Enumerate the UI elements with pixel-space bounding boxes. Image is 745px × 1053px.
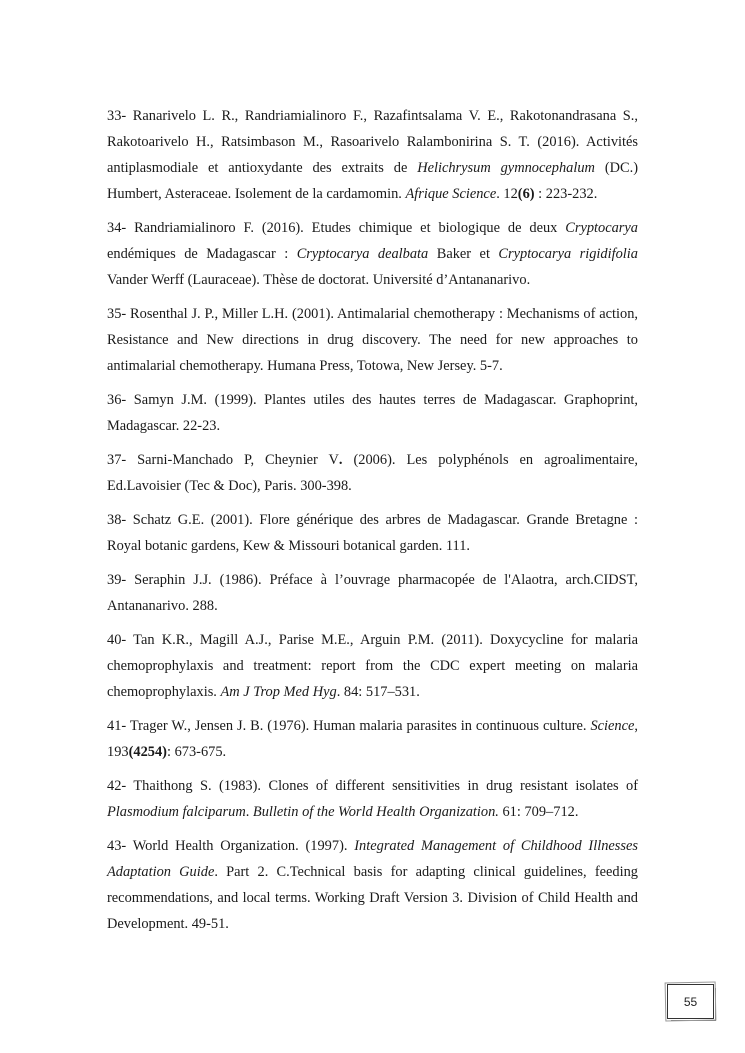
reference-text-segment: Cryptocarya xyxy=(565,220,638,236)
page-number: 55 xyxy=(683,994,698,1009)
reference-43 xyxy=(107,833,638,937)
reference-text-segment: . 12 xyxy=(496,186,518,202)
reference-text-segment: Helichrysum gymnocephalum xyxy=(417,160,595,176)
reference-text-segment: Science xyxy=(590,718,635,734)
reference-text-segment: 35- Rosenthal J. P., Miller L.H. (2001). Antimalarial chemotherapy : Mechanisms of action, Resistance and New directions in drug discovery. The need for new approaches to antimalarial chemotherapy. Humana Press, Totowa, New Jersey. 5-7. xyxy=(107,306,638,374)
reference-text-segment: 36- Samyn J.M. (1999). Plantes utiles des hautes terres de Madagascar. Graphoprint, Madagascar. 22-23. xyxy=(107,392,638,434)
reference-text-segment: Cryptocarya rigidifolia xyxy=(498,246,638,262)
reference-text-segment: 41- Trager W., Jensen J. B. (1976). Human malaria parasites in continuous culture. xyxy=(107,718,591,734)
reference-text-segment: Baker et xyxy=(428,246,499,262)
reference-text-segment: (4254) xyxy=(128,744,167,760)
reference-text-segment: : 673-675. xyxy=(166,744,227,760)
reference-text-segment: . Part 2. C.Technical basis for adapting clinical guidelines, feeding recommendations, and local terms. Working Draft Version 3. Division of Child Health and Development. 49-51. xyxy=(107,864,638,932)
reference-35 xyxy=(107,301,638,379)
reference-text-segment: 40- Tan K.R., Magill A.J., Parise M.E., Arguin P.M. (2011). Doxycycline for malaria chemoprophylaxis and treatment: report from the CDC expert meeting on malaria chemoprophylaxis. xyxy=(107,632,638,700)
reference-text-segment: Integrated Management of Childhood Illnesses Adaptation Guide xyxy=(107,838,638,880)
reference-42 xyxy=(107,773,638,825)
reference-text-segment: Cryptocarya dealbata xyxy=(296,246,429,262)
reference-text-segment: (DC.) Humbert, Asteraceae. Isolement de la cardamomin. xyxy=(107,160,638,202)
reference-36 xyxy=(107,387,638,439)
reference-text-segment: endémiques de Madagascar : xyxy=(107,246,297,262)
reference-text-segment: 34- Randriamialinoro F. (2016). Etudes chimique et biologique de deux xyxy=(107,220,566,236)
reference-list xyxy=(107,103,638,945)
reference-text-segment: . xyxy=(245,804,253,820)
reference-text-segment: (2006). Les polyphénols en agroalimentaire, Ed.Lavoisier (Tec & Doc), Paris. 300-398. xyxy=(107,452,638,494)
reference-40 xyxy=(107,627,638,705)
reference-text-segment: . xyxy=(338,452,343,468)
reference-text-segment: 38- Schatz G.E. (2001). Flore générique des arbres de Madagascar. Grande Bretagne : Royal botanic gardens, Kew & Missouri botanical garden. 111. xyxy=(107,512,638,554)
reference-text-segment: Afrique Science xyxy=(405,186,497,202)
reference-text-segment: 39- Seraphin J.J. (1986). Préface à l’ouvrage pharmacopée de l'Alaotra, arch.CIDST, Antananarivo. 288. xyxy=(107,572,638,614)
reference-text-segment: . 84: 517–531. xyxy=(336,684,420,700)
reference-text-segment: : 223-232. xyxy=(534,186,598,202)
reference-text-segment: Bulletin of the World Health Organization. xyxy=(252,804,499,820)
reference-39 xyxy=(107,567,638,619)
reference-text-segment: 42- Thaithong S. (1983). Clones of different sensitivities in drug resistant isolates of xyxy=(107,778,638,794)
reference-text-segment: Vander Werff (Lauraceae). Thèse de doctorat. Université d’Antananarivo. xyxy=(107,272,531,288)
reference-38 xyxy=(107,507,638,559)
reference-text-segment: 33- Ranarivelo L. R., Randriamialinoro F., Razafintsalama V. E., Rakotonandrasana S., Rakotoarivelo H., Ratsimbason M., Rasoarivelo Ralambonirina S. T. (2016). Activités antiplasmodiale et antioxydante des extraits de xyxy=(107,108,638,176)
reference-34 xyxy=(107,215,638,293)
reference-41 xyxy=(107,713,638,765)
reference-text-segment: Plasmodium falciparum xyxy=(107,804,246,820)
reference-text-segment: (6) xyxy=(517,186,535,202)
reference-text-segment: Am J Trop Med Hyg xyxy=(220,684,337,700)
reference-text-segment: 43- World Health Organization. (1997). xyxy=(107,838,355,854)
reference-text-segment: 37- Sarni-Manchado P, Cheynier V xyxy=(107,452,339,468)
reference-37 xyxy=(107,447,638,499)
reference-text-segment: , 193 xyxy=(107,718,638,760)
page-number-box xyxy=(667,984,714,1019)
reference-text-segment: 61: 709–712. xyxy=(498,804,579,820)
reference-33 xyxy=(107,103,638,207)
